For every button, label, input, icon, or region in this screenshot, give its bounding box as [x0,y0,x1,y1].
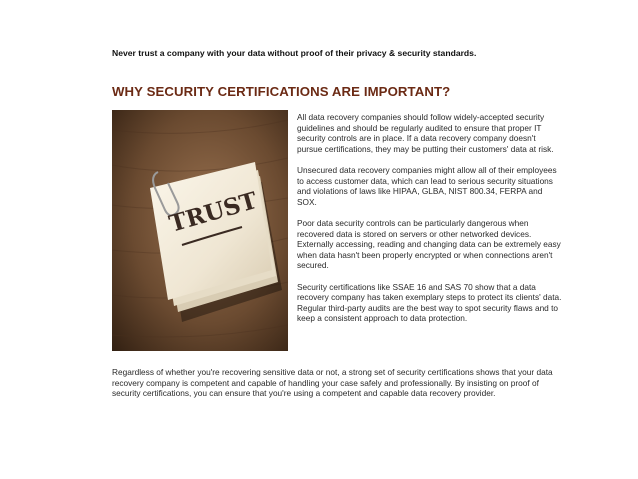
closing-paragraph: Regardless of whether you're recovering sensitive data or not, a strong set of security certifications shows that your data recovery company is competent and capable of handling your case safely and professionally. By insisting on proof of security certifications, you can ensure that you're using a competent and capable data recovery provider. [112,367,553,399]
intro-line: Never trust a company with your data without proof of their privacy & security standards. [112,48,477,58]
trust-note-image [112,110,288,351]
paragraph: Security certifications like SSAE 16 and SAS 70 show that a data recovery company has taken exemplary steps to protect its clients' data. Regular third-party audits are the best way to spot security flaws and to keep a consistent approach to data protection. [297,281,562,324]
body-paragraphs [297,112,562,334]
paragraph: Unsecured data recovery companies might allow all of their employees to access customer data, which can lead to serious security situations and violations of laws like HIPAA, GLBA, NIST 800.34, FERPA and SOX. [297,164,557,207]
section-heading: WHY SECURITY CERTIFICATIONS ARE IMPORTANT? [112,84,451,99]
note-trust-text: TRUST [166,187,261,238]
paragraph: Poor data security controls can be particularly dangerous when recovered data is stored on servers or other networked devices. Externally accessing, reading and changing data can be extremely easy when data hasn't been properly encrypted or when connections aren't secured. [297,217,561,271]
paragraph: All data recovery companies should follow widely-accepted security guidelines and should be regularly audited to ensure that proper IT security controls are in place. If a data recovery company doesn't pursue certifications, they may be putting their customers' data at risk. [297,112,554,154]
